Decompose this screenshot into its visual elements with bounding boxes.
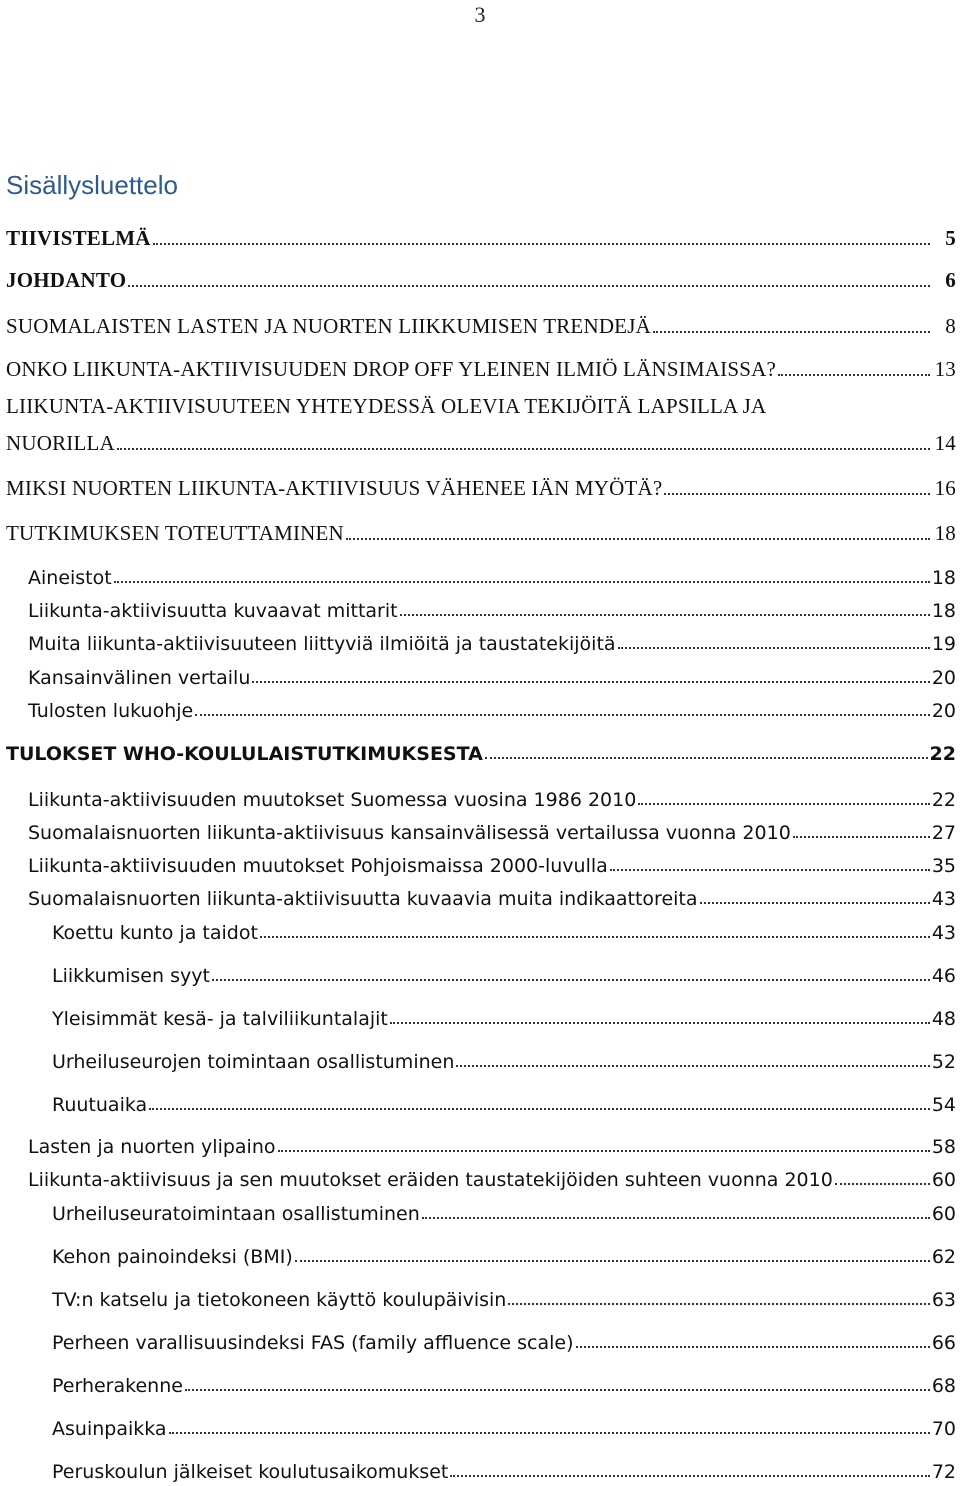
toc-entry-label: TULOKSET WHO-KOULULAISTUTKIMUKSESTA [6, 743, 483, 765]
toc-entry-page: 43 [931, 922, 956, 944]
toc-entry-page: 14 [934, 431, 956, 455]
toc-entry-urheiluseurojen[interactable] [52, 1051, 956, 1073]
toc-entry-label: Perheen varallisuusindeksi FAS (family affluence scale) [52, 1332, 574, 1354]
toc-entry-page: 52 [931, 1051, 956, 1073]
toc-entry-page: 62 [931, 1246, 956, 1268]
toc-entry-liikuntalajit[interactable] [52, 1008, 956, 1030]
leader-dots [260, 936, 930, 938]
toc-entry-page: 46 [931, 965, 956, 987]
toc-entry-label: Liikunta-aktiivisuuden muutokset Suomessa vuosina 1986 2010 [28, 789, 637, 811]
toc-entry-johdanto[interactable] [6, 268, 956, 293]
leader-dots [835, 1183, 930, 1185]
toc-entry-page: 43 [931, 888, 956, 910]
toc-entry-label: Aineistot [28, 567, 112, 589]
toc-entry-label: TIIVISTELMÄ [6, 226, 151, 250]
toc-entry-ylipaino[interactable] [28, 1136, 956, 1158]
toc-entry-page: 68 [931, 1375, 956, 1397]
leader-dots [153, 243, 930, 245]
leader-dots [169, 1432, 930, 1434]
toc-entry-ilmioita[interactable] [28, 633, 956, 655]
toc-entry-pohjoismaissa[interactable] [28, 855, 956, 877]
toc-entry-page: 8 [945, 314, 956, 338]
toc-entry-label: Suomalaisnuorten liikunta-aktiivisuus kansainvälisessä vertailussa vuonna 2010 [28, 822, 791, 844]
toc-entry-aineistot[interactable] [28, 567, 956, 589]
toc-entry-page: 18 [931, 600, 956, 622]
leader-dots [450, 1475, 929, 1477]
toc-entry-label: Yleisimmät kesä- ja talviliikuntalajit [52, 1008, 388, 1030]
leader-dots [295, 1260, 930, 1262]
toc-entry-page: 60 [931, 1203, 956, 1225]
toc-entry-page: 48 [931, 1008, 956, 1030]
toc-entry-page: 19 [931, 633, 956, 655]
leader-dots [638, 803, 930, 805]
toc-entry-page: 20 [931, 700, 956, 722]
leader-dots [422, 1217, 930, 1219]
toc-entry-page: 60 [931, 1169, 956, 1191]
toc-entry-mittarit[interactable] [28, 600, 956, 622]
toc-entry-page: 5 [945, 226, 956, 250]
toc-entry-tekijoita-line1[interactable] [6, 394, 956, 419]
toc-entry-page: 22 [929, 743, 956, 765]
toc-entry-page: 18 [934, 521, 956, 545]
toc-entry-liikkumisen-syyt[interactable] [52, 965, 956, 987]
toc-entry-label: Muita liikunta-aktiivisuuteen liittyviä ilmiöitä ja taustatekijöitä [28, 633, 616, 655]
toc-entry-label: TV:n katselu ja tietokoneen käyttö koulupäivisin [52, 1289, 507, 1311]
leader-dots [346, 538, 930, 540]
leader-dots [700, 902, 930, 904]
toc-entry-page: 63 [931, 1289, 956, 1311]
page-number: 3 [474, 2, 486, 27]
toc-entry-page: 58 [931, 1136, 956, 1158]
leader-dots [252, 681, 929, 683]
toc-entry-label: Urheiluseurojen toimintaan osallistuminen [52, 1051, 455, 1073]
toc-entry-fas[interactable] [52, 1332, 956, 1354]
toc-entry-perherakenne[interactable] [52, 1375, 956, 1397]
toc-entry-label: Lasten ja nuorten ylipaino [28, 1136, 276, 1158]
toc-entry-ruutuaika[interactable] [52, 1094, 956, 1116]
leader-dots [278, 1150, 930, 1152]
leader-dots [485, 757, 928, 759]
toc-entry-label: Tulosten lukuohje [28, 700, 194, 722]
leader-dots [114, 581, 930, 583]
leader-dots [400, 614, 930, 616]
toc-entry-page: 54 [931, 1094, 956, 1116]
toc-entry-tv-katselu[interactable] [52, 1289, 956, 1311]
toc-entry-label: Peruskoulun jälkeiset koulutusaikomukset [52, 1461, 449, 1483]
leader-dots [212, 979, 930, 981]
toc-entry-label: Urheiluseuratoimintaan osallistuminen [52, 1203, 420, 1225]
toc-entry-label: MIKSI NUORTEN LIIKUNTA-AKTIIVISUUS VÄHENEE IÄN MYÖTÄ? [6, 476, 663, 500]
toc-entry-label: Koettu kunto ja taidot [52, 922, 258, 944]
toc-entry-muutokset-suomessa[interactable] [28, 789, 956, 811]
toc-entry-indikaattoreita[interactable] [28, 888, 956, 910]
toc-entry-label: Liikkumisen syyt [52, 965, 210, 987]
leader-dots [195, 714, 930, 716]
toc-entry-urheiluseuratoimintaan[interactable] [52, 1203, 956, 1225]
toc-entry-taustatekijoiden[interactable] [28, 1169, 956, 1191]
toc-entry-label: ONKO LIIKUNTA-AKTIIVISUUDEN DROP OFF YLEINEN ILMIÖ LÄNSIMAISSA? [6, 357, 776, 381]
toc-title: Sisällysluettelo [6, 170, 178, 200]
toc-entry-miksi[interactable] [6, 476, 956, 501]
leader-dots [149, 1108, 930, 1110]
toc-entry-label: SUOMALAISTEN LASTEN JA NUORTEN LIIKKUMISEN TRENDEJÄ [6, 314, 651, 338]
table-of-contents [0, 216, 960, 1483]
leader-dots [128, 285, 930, 287]
leader-dots [653, 331, 930, 333]
leader-dots [610, 869, 930, 871]
leader-dots [185, 1389, 930, 1391]
toc-entry-page: 70 [931, 1418, 956, 1440]
toc-entry-page: 6 [945, 268, 956, 292]
leader-dots [456, 1065, 929, 1067]
leader-dots [618, 647, 930, 649]
toc-entry-tiivistelma[interactable] [6, 226, 956, 251]
leader-dots [778, 374, 930, 376]
leader-dots [508, 1303, 930, 1305]
toc-entry-page: 13 [934, 357, 956, 381]
toc-entry-trendeja[interactable] [6, 314, 956, 339]
toc-entry-label: Suomalaisnuorten liikunta-aktiivisuutta kuvaavia muita indikaattoreita [28, 888, 698, 910]
toc-entry-koettu-kunto[interactable] [52, 922, 956, 944]
toc-entry-bmi[interactable] [52, 1246, 956, 1268]
toc-entry-drop-off[interactable] [6, 357, 956, 382]
toc-entry-tutkimuksen[interactable] [6, 521, 956, 546]
leader-dots [664, 493, 930, 495]
toc-entry-label: Ruutuaika [52, 1094, 148, 1116]
toc-entry-asuinpaikka[interactable] [52, 1418, 956, 1440]
toc-entry-label: Liikunta-aktiivisuus ja sen muutokset eräiden taustatekijöiden suhteen vuonna 2010 [28, 1169, 833, 1191]
toc-entry-page: 20 [931, 667, 956, 689]
leader-dots [390, 1022, 930, 1024]
toc-entry-page: 16 [934, 476, 956, 500]
toc-entry-label: Liikunta-aktiivisuuden muutokset Pohjoismaissa 2000-luvulla [28, 855, 608, 877]
toc-entry-kansainvalinen[interactable] [28, 667, 956, 689]
toc-entry-page: 72 [931, 1461, 956, 1483]
leader-dots [576, 1346, 930, 1348]
toc-entry-page: 66 [931, 1332, 956, 1354]
toc-entry-label: Liikunta-aktiivisuutta kuvaavat mittarit [28, 600, 398, 622]
toc-entry-label: TUTKIMUKSEN TOTEUTTAMINEN [6, 521, 344, 545]
toc-entry-label: JOHDANTO [6, 268, 127, 292]
toc-entry-label: Kansainvälinen vertailu [28, 667, 251, 689]
toc-entry-page: 27 [931, 822, 956, 844]
toc-entry-lukuohje[interactable] [28, 700, 956, 722]
toc-entry-label: Kehon painoindeksi (BMI) [52, 1246, 293, 1268]
toc-entry-tulokset[interactable] [6, 743, 956, 765]
toc-entry-kansainvalinen-vertailu-2010[interactable] [28, 822, 956, 844]
leader-dots [793, 836, 930, 838]
toc-entry-label: Perherakenne [52, 1375, 183, 1397]
toc-entry-page: 35 [931, 855, 956, 877]
leader-dots [117, 448, 930, 450]
toc-entry-page: 18 [931, 567, 956, 589]
toc-entry-koulutusaikomukset[interactable] [52, 1461, 956, 1483]
toc-entry-page: 22 [931, 789, 956, 811]
toc-entry-label: Asuinpaikka [52, 1418, 167, 1440]
toc-entry-label: LIIKUNTA-AKTIIVISUUTEEN YHTEYDESSÄ OLEVIA TEKIJÖITÄ LAPSILLA JA [6, 394, 767, 418]
toc-entry-tekijoita[interactable] [6, 431, 956, 456]
toc-entry-label: NUORILLA [6, 431, 115, 455]
